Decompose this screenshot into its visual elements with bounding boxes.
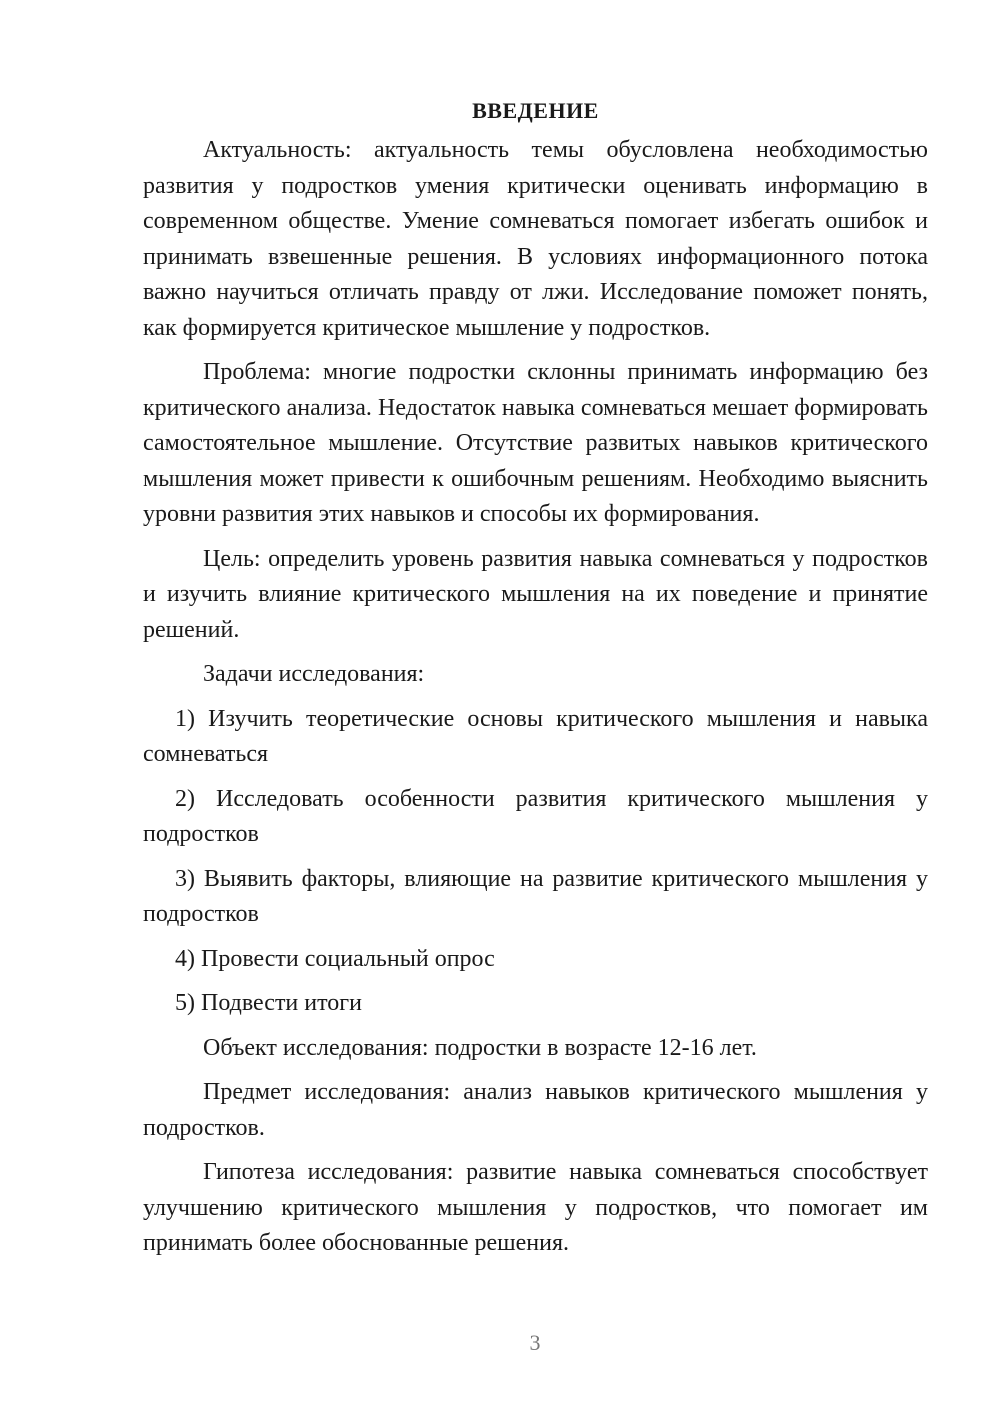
paragraph-problem: Проблема: многие подростки склонны принимать информацию без критического анализа. Недостаток навыка сомневаться мешает формировать самостоятельное мышление. Отсутствие развитых навыков критического мышления может привести к ошибочным решениям. Необходимо выяснить уровни развития этих навыков и способы их формирования. <box>143 359 928 527</box>
paragraph-subject: Предмет исследования: анализ навыков критического мышления у подростков. <box>143 1079 928 1141</box>
tasks-heading: Задачи исследования: <box>203 661 425 687</box>
paragraph-relevance: Актуальность: актуальность темы обусловлена необходимостью развития у подростков умения критически оценивать информацию в современном обществе. Умение сомневаться помогает избегать ошибок и принимать взвешенные решения. В условиях информационного потока важно научиться отличать правду от лжи. Исследование поможет понять, как формируется критическое мышление у подростков. <box>143 137 928 341</box>
paragraph-goal: Цель: определить уровень развития навыка сомневаться у подростков и изучить влияние критического мышления на их поведение и принятие решений. <box>143 545 928 643</box>
paragraph-object: Объект исследования: подростки в возрасте 12-16 лет. <box>203 1034 757 1061</box>
task-item-5: 5) Подвести итоги <box>175 990 362 1016</box>
task-item-2: 2) Исследовать особенности развития критического мышления у подростков <box>143 785 928 847</box>
page-title: ВВЕДЕНИЕ <box>472 98 599 123</box>
page-number: 3 <box>529 1330 541 1355</box>
task-item-4: 4) Провести социальный опрос <box>175 945 495 972</box>
document-body <box>143 96 928 1271</box>
task-item-3: 3) Выявить факторы, влияющие на развитие критического мышления у подростков <box>143 865 928 927</box>
task-item-1: 1) Изучить теоретические основы критического мышления и навыка сомневаться <box>143 705 928 767</box>
paragraph-hypothesis: Гипотеза исследования: развитие навыка сомневаться способствует улучшению критического мышления у подростков, что помогает им принимать более обоснованные решения. <box>143 1159 928 1256</box>
